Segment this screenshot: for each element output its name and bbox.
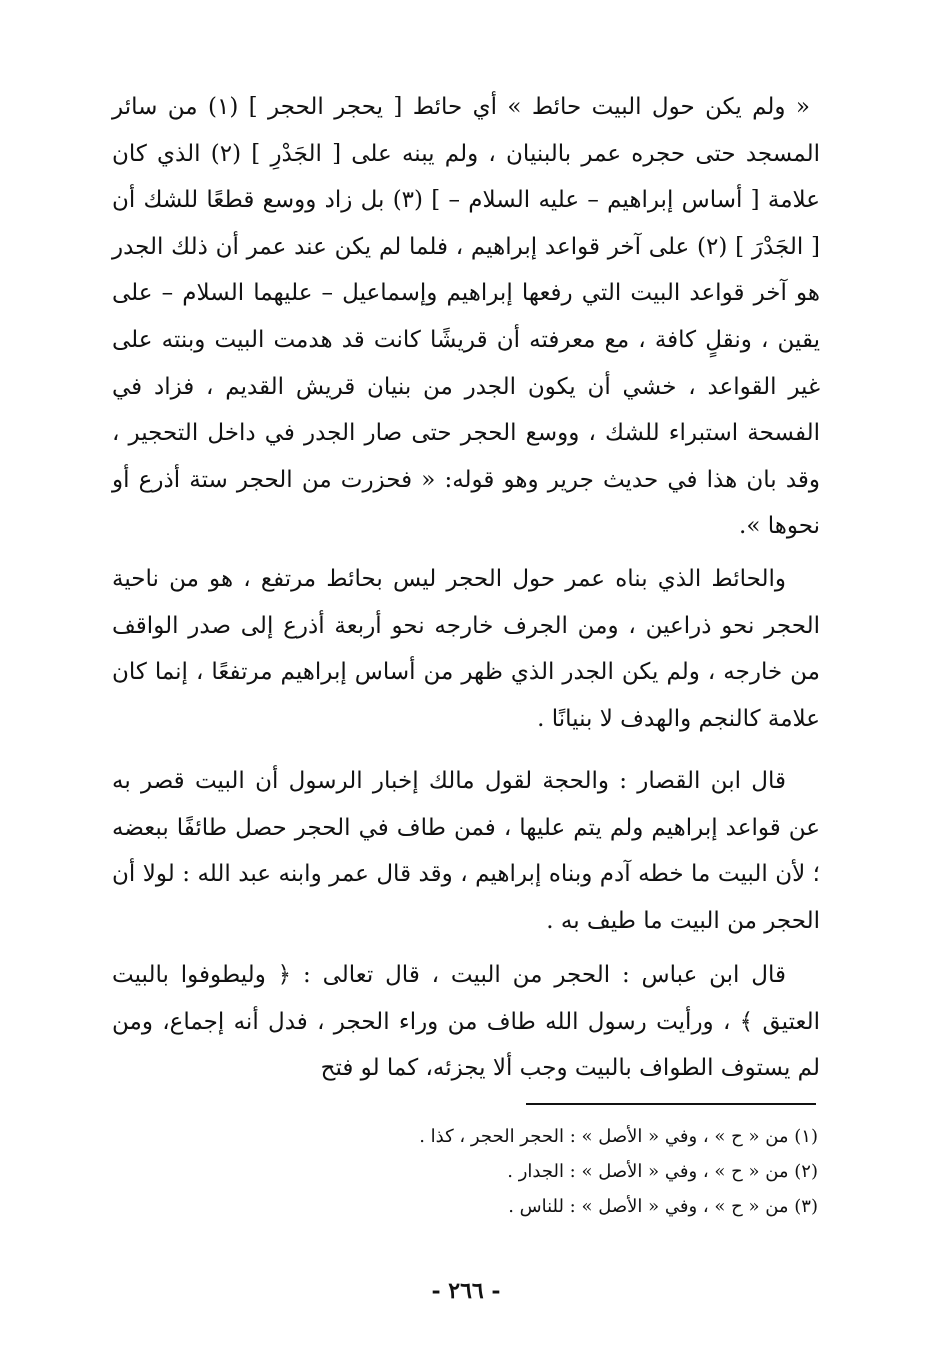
paragraph-2: [112, 556, 820, 742]
paragraph-text: والحائط الذي بناه عمر حول الحجر ليس بحائط مرتفع ، هو من ناحية الحجر نحو ذراعين ، ومن الجرف خارجه نحو أربعة أذرع إلى صدر الواقف من خارجه ، ولم يكن الجدر الذي ظهر من أساس إبراهيم مرتفعًا ، إنما كان علامة كالنجم والهدف لا بنيانًا .: [112, 566, 820, 732]
paragraph-text: قال ابن القصار : والحجة لقول مالك إخبار الرسول أن البيت قصر به عن قواعد إبراهيم ولم يتم عليها ، فمن طاف في الحجر حصل طائفًا ببعضه ؛ لأن البيت ما خطه آدم وبناه إبراهيم ، وقد قال عمر وابنه عبد الله : لولا أن الحجر من البيت ما طيف به .: [112, 768, 820, 934]
footnote-2: (٢) من « ح » ، وفي « الأصل » : الجدار .: [507, 1161, 818, 1182]
paragraph-text: قال ابن عباس : الحجر من البيت ، قال تعالى : ﴿ وليطوفوا بالبيت العتيق ﴾ ، ورأيت رسول الله طاف من وراء الحجر ، فدل أنه إجماع، ومن لم يستوف الطواف بالبيت وجب ألا يجزئه، كما لو فتح: [112, 962, 820, 1082]
footnotes: [300, 1119, 818, 1224]
paragraph-1: [112, 84, 820, 550]
paragraph-3: [112, 758, 820, 944]
footnote-divider: [526, 1103, 816, 1105]
page-number: - ٢٦٦ -: [431, 1278, 501, 1304]
paragraph-text: « ولم يكن حول البيت حائط » أي حائط [ يحجر الحجر ] (١) من سائر المسجد حتى حجره عمر بالبنيان ، ولم يبنه على [ الجَدْرِ ] (٢) الذي كان علامة [ أساس إبراهيم – عليه السلام – ] (٣) بل زاد ووسع قطعًا للشك أن [ الجَدْرَ ] (٢) على آخر قواعد إبراهيم ، فلما لم يكن عند عمر أن ذلك الجدر هو آخر قواعد البيت التي رفعها إبراهيم وإسماعيل – عليهما السلام – على يقين ، ونقلٍ كافة ، مع معرفته أن قريشًا كانت قد هدمت البيت وبنته على غير القواعد ، خشي أن يكون الجدر من بنيان قريش القديم ، فزاد في الفسحة استبراء للشك ، ووسع الحجر حتى صار الجدر في داخل التحجير ، وقد بان هذا في حديث جرير وهو قوله: « فحزرت من الحجر ستة أذرع أو نحوها ».: [112, 94, 820, 540]
paragraph-4: [112, 952, 820, 1092]
footnote-3: (٣) من « ح » ، وفي « الأصل » : للناس .: [508, 1196, 818, 1217]
footnote-1: (١) من « ح » ، وفي « الأصل » : الحجر الحجر ، كذا .: [419, 1126, 818, 1147]
